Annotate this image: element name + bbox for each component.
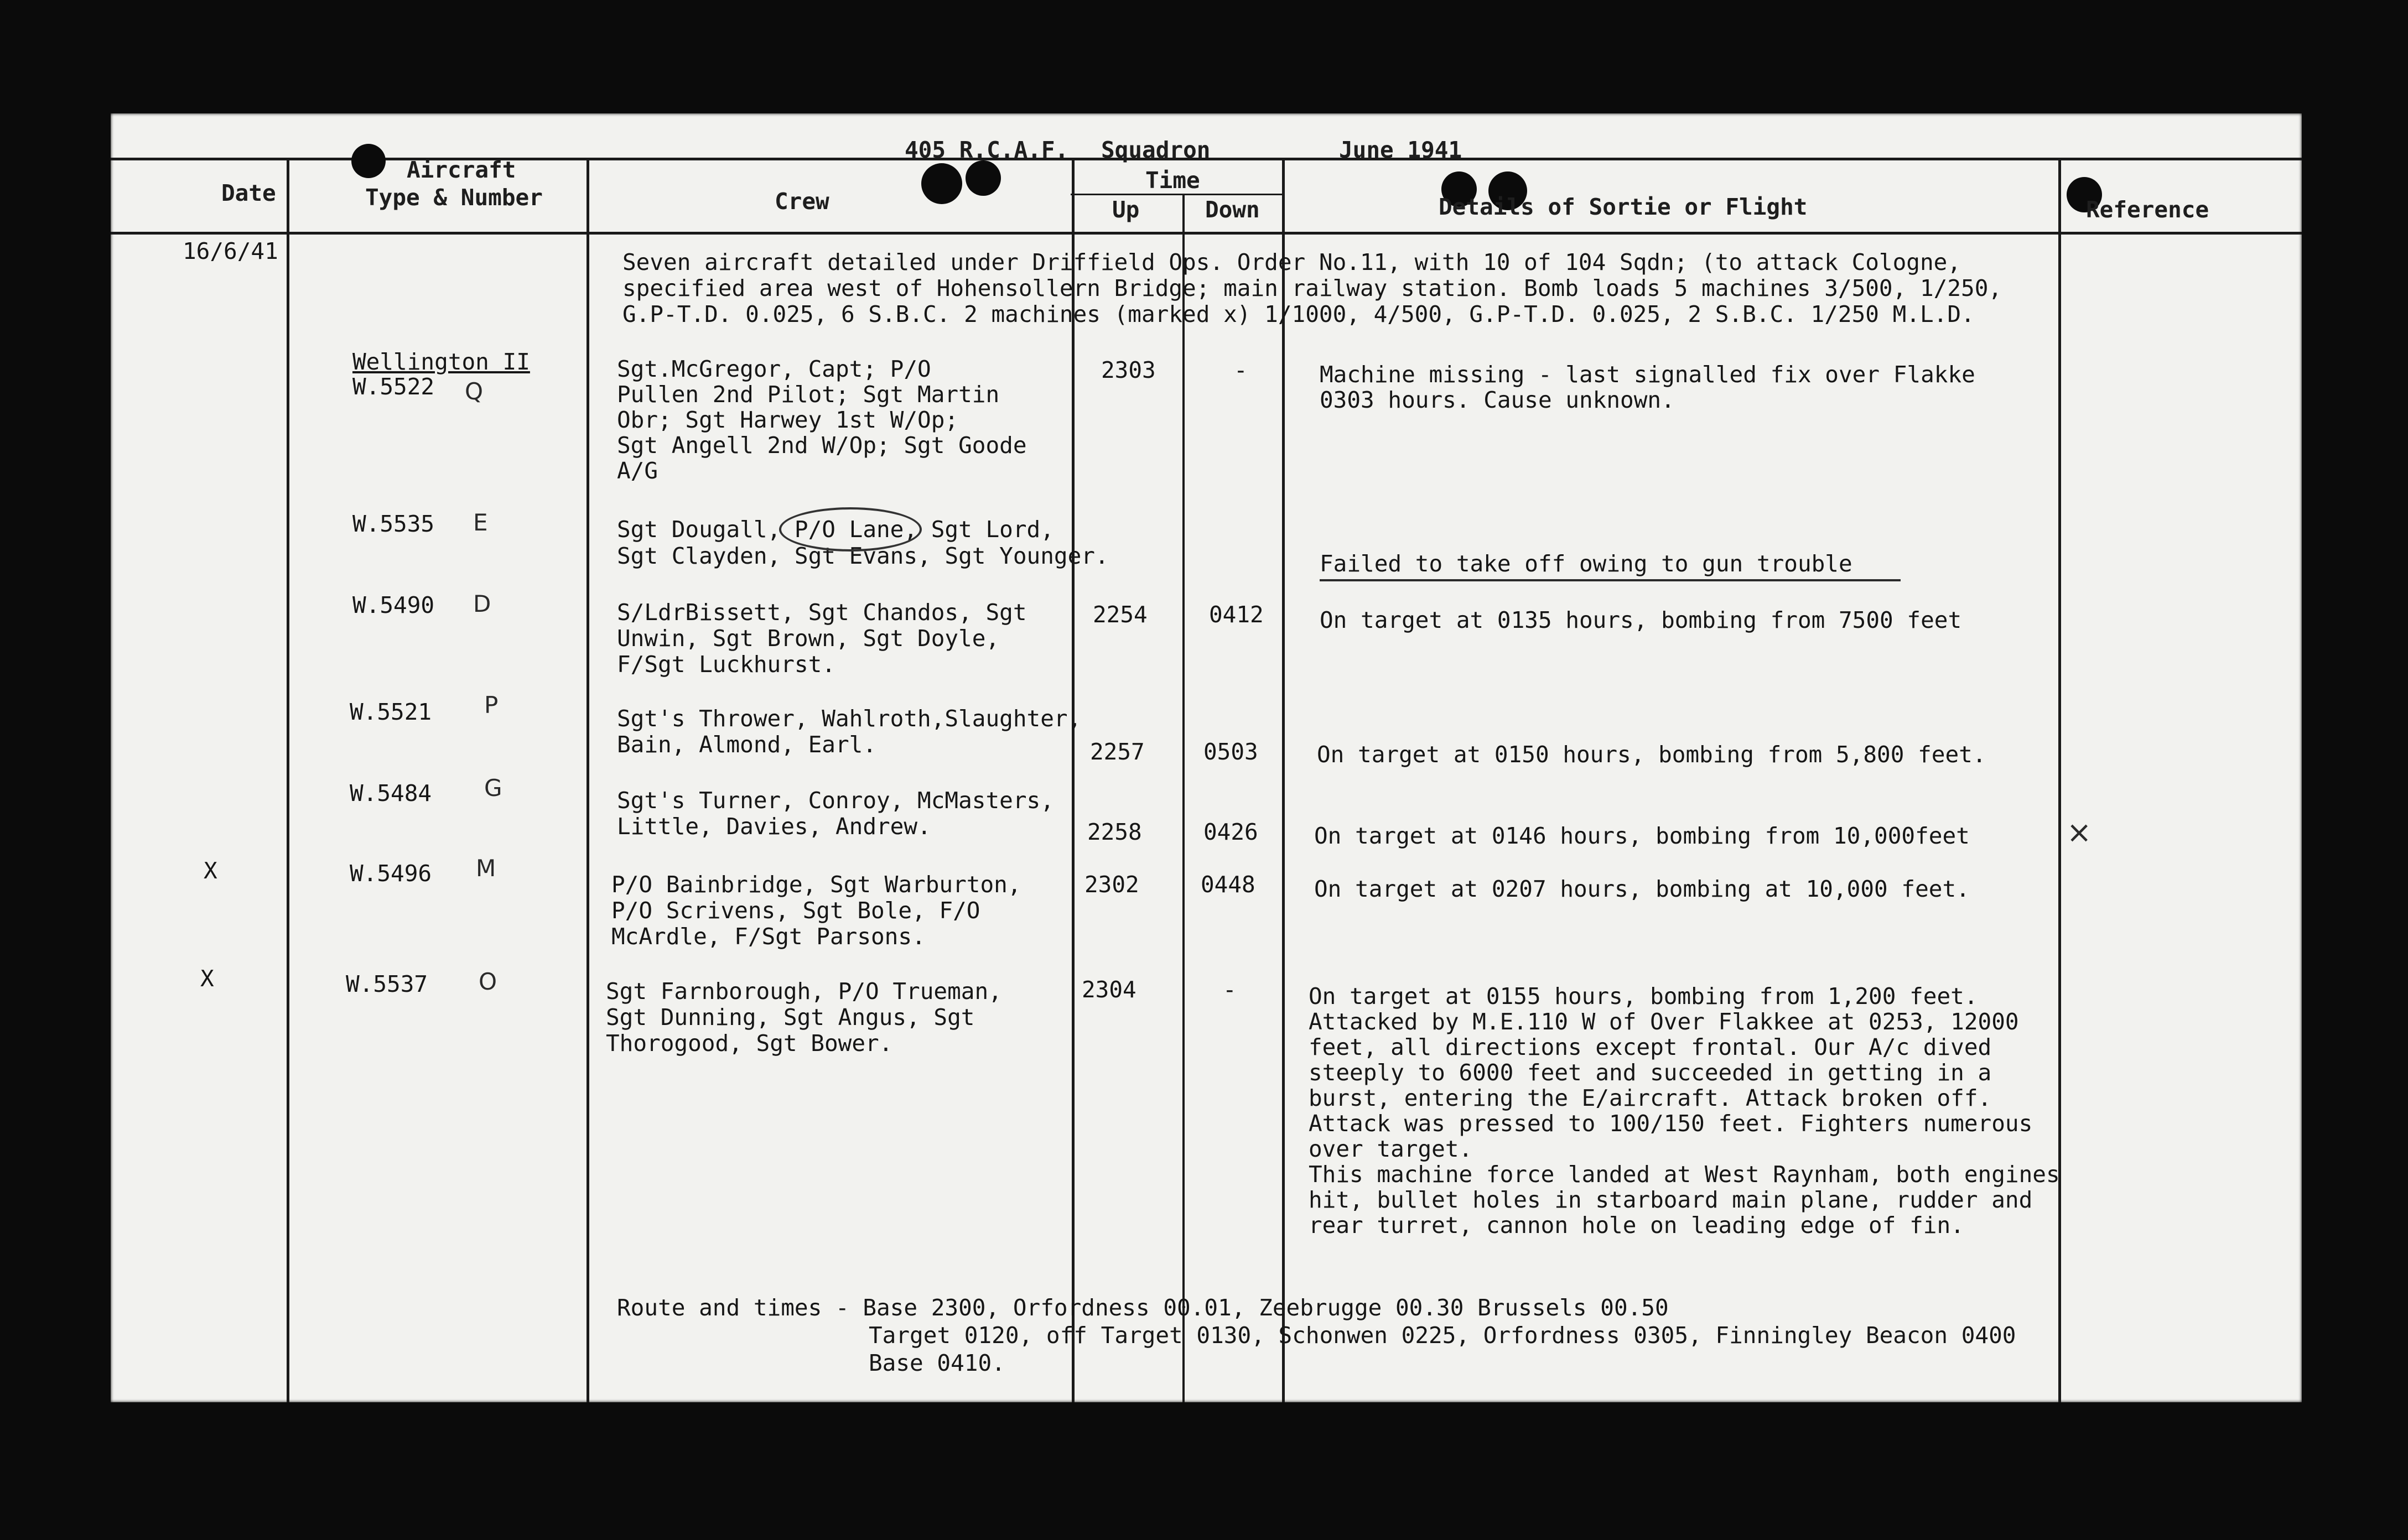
crew-line: Sgt Angell 2nd W/Op; Sgt Goode bbox=[617, 432, 1027, 459]
crew-line: P/O Scrivens, Sgt Bole, F/O bbox=[611, 897, 980, 924]
punch-hole bbox=[966, 160, 1001, 196]
col-details-header: Details of Sortie or Flight bbox=[1439, 194, 1808, 220]
col-up-header: Up bbox=[1112, 196, 1140, 223]
crew-line: Sgt Dunning, Sgt Angus, Sgt bbox=[606, 1004, 975, 1031]
details-line: hit, bullet holes in starboard main plane, rudder and bbox=[1309, 1187, 2033, 1213]
time-up: 2258 bbox=[1087, 819, 1142, 845]
aircraft-letter: P bbox=[484, 691, 499, 719]
details-line: On target at 0155 hours, bombing from 1,200 feet. bbox=[1309, 983, 1978, 1010]
aircraft-serial: W.5522 bbox=[352, 373, 435, 400]
crew-line: McArdle, F/Sgt Parsons. bbox=[611, 923, 926, 950]
intro-line: Seven aircraft detailed under Driffield Ops. Order No.11, with 10 of 104 Sqdn; (to attack Cologne, bbox=[622, 249, 1961, 275]
punch-hole bbox=[921, 163, 962, 204]
time-down: 0448 bbox=[1201, 871, 1255, 898]
time-up: 2254 bbox=[1093, 601, 1148, 628]
record-sheet bbox=[111, 113, 2302, 1402]
month-year: June 1941 bbox=[1339, 137, 1462, 163]
aircraft-serial: W.5484 bbox=[350, 780, 432, 807]
up-column-rule bbox=[1182, 195, 1185, 1402]
time-down: - bbox=[1234, 357, 1248, 383]
aircraft-serial: W.5490 bbox=[352, 592, 435, 618]
crew-line: Unwin, Sgt Brown, Sgt Doyle, bbox=[617, 625, 1000, 652]
header-bottom-rule bbox=[111, 232, 2302, 235]
sortie-mark: X bbox=[204, 857, 217, 884]
details-line: burst, entering the E/aircraft. Attack broken off. bbox=[1309, 1085, 1992, 1111]
aircraft-letter: E bbox=[473, 509, 488, 536]
crew-line: Sgt's Turner, Conroy, McMasters, bbox=[617, 787, 1054, 814]
aircraft-letter: Q bbox=[465, 378, 484, 405]
entry-date: 16/6/41 bbox=[183, 238, 278, 264]
time-split-rule bbox=[1071, 194, 1284, 195]
details-underline bbox=[1320, 579, 1901, 581]
intro-line: specified area west of Hohensollern Bridge; main railway station. Bomb loads 5 machines 3/500, 1/250, bbox=[622, 275, 2002, 301]
col-crew-header: Crew bbox=[775, 188, 829, 215]
aircraft-type: Wellington II bbox=[352, 348, 530, 375]
details-line: 0303 hours. Cause unknown. bbox=[1320, 387, 1675, 413]
details-line: Attack was pressed to 100/150 feet. Fighters numerous bbox=[1309, 1110, 2033, 1137]
down-column-rule bbox=[1282, 158, 1285, 1402]
aircraft-serial: W.5496 bbox=[350, 860, 432, 887]
details-line: Machine missing - last signalled fix over Flakke bbox=[1320, 361, 1975, 388]
squadron-unit: 405 R.C.A.F. bbox=[905, 137, 1069, 163]
crew-line: A/G bbox=[617, 457, 658, 484]
route-line: Base 0410. bbox=[869, 1350, 1005, 1376]
aircraft-serial: W.5537 bbox=[346, 971, 428, 997]
col-down-header: Down bbox=[1205, 196, 1260, 223]
crew-line: Little, Davies, Andrew. bbox=[617, 813, 931, 840]
time-down: 0426 bbox=[1203, 819, 1258, 845]
aircraft-letter: D bbox=[473, 590, 491, 617]
crew-line: Sgt Clayden, Sgt Evans, Sgt Younger. bbox=[617, 543, 1109, 569]
crew-line: Bain, Almond, Earl. bbox=[617, 731, 876, 758]
details-line: On target at 0146 hours, bombing from 10,000feet bbox=[1314, 823, 1970, 849]
crew-line: Sgt.McGregor, Capt; P/O bbox=[617, 356, 931, 382]
col-reference-header: Reference bbox=[2086, 196, 2209, 223]
aircraft-column-rule bbox=[587, 158, 589, 1402]
aircraft-letter: M bbox=[476, 855, 496, 882]
route-line: Route and times - Base 2300, Orfordness 00.01, Zeebrugge 00.30 Brussels 00.50 bbox=[617, 1294, 1669, 1321]
details-line: On target at 0135 hours, bombing from 7500 feet bbox=[1320, 607, 1962, 633]
squadron-label: Squadron bbox=[1101, 137, 1211, 163]
crew-column-rule bbox=[1072, 158, 1075, 1402]
punch-hole bbox=[351, 144, 386, 178]
col-time-header: Time bbox=[1145, 167, 1200, 194]
details-line: On target at 0207 hours, bombing at 10,000 feet. bbox=[1314, 876, 1970, 902]
crew-line: Sgt Dougall, P/O Lane, Sgt Lord, bbox=[617, 516, 1054, 543]
aircraft-serial: W.5535 bbox=[352, 511, 435, 537]
time-up: 2257 bbox=[1090, 738, 1145, 765]
time-up: 2303 bbox=[1101, 357, 1156, 383]
aircraft-letter: G bbox=[484, 774, 502, 802]
intro-line: G.P-T.D. 0.025, 6 S.B.C. 2 machines (marked x) 1/1000, 4/500, G.P-T.D. 0.025, 2 S.B.C. 1/250 M.L.D. bbox=[622, 301, 1975, 327]
crew-line: P/O Bainbridge, Sgt Warburton, bbox=[611, 871, 1021, 898]
details-line: feet, all directions except frontal. Our A/c dived bbox=[1309, 1034, 1992, 1060]
time-down: - bbox=[1223, 976, 1237, 1003]
crew-line: Sgt Farnborough, P/O Trueman, bbox=[606, 978, 1002, 1005]
crew-line: F/Sgt Luckhurst. bbox=[617, 651, 835, 678]
details-line: On target at 0150 hours, bombing from 5,800 feet. bbox=[1317, 741, 1986, 768]
details-line: This machine force landed at West Raynham, both engines bbox=[1309, 1161, 2060, 1188]
pencil-circle-mark bbox=[779, 507, 922, 552]
time-down: 0412 bbox=[1209, 601, 1264, 628]
crew-line: Pullen 2nd Pilot; Sgt Martin bbox=[617, 381, 1000, 408]
details-line: Attacked by M.E.110 W of Over Flakkee at 0253, 12000 bbox=[1309, 1008, 2019, 1035]
reference-mark: × bbox=[2067, 815, 2092, 850]
col-aircraft-header: Aircraft bbox=[407, 157, 516, 183]
crew-line: Thorogood, Sgt Bower. bbox=[606, 1030, 893, 1057]
details-column-rule bbox=[2058, 158, 2061, 1402]
time-up: 2302 bbox=[1084, 871, 1139, 898]
details-line: over target. bbox=[1309, 1136, 1473, 1162]
col-aircraft-subheader: Type & Number bbox=[365, 184, 543, 211]
sortie-mark: X bbox=[200, 965, 214, 992]
crew-line: S/LdrBissett, Sgt Chandos, Sgt bbox=[617, 599, 1027, 626]
route-line: Target 0120, off Target 0130, Schonwen 0225, Orfordness 0305, Finningley Beacon 0400 bbox=[869, 1322, 2016, 1349]
details-line: Failed to take off owing to gun trouble bbox=[1320, 550, 1852, 577]
details-line: rear turret, cannon hole on leading edge of fin. bbox=[1309, 1212, 1964, 1239]
time-up: 2304 bbox=[1082, 976, 1136, 1003]
crew-line: Sgt's Thrower, Wahlroth,Slaughter, bbox=[617, 705, 1082, 732]
crew-line: Obr; Sgt Harwey 1st W/Op; bbox=[617, 407, 959, 433]
col-date-header: Date bbox=[221, 180, 276, 206]
details-line: steeply to 6000 feet and succeeded in getting in a bbox=[1309, 1059, 1992, 1086]
aircraft-serial: W.5521 bbox=[350, 699, 432, 725]
aircraft-letter: O bbox=[479, 968, 497, 995]
date-column-rule bbox=[287, 158, 289, 1402]
time-down: 0503 bbox=[1203, 738, 1258, 765]
